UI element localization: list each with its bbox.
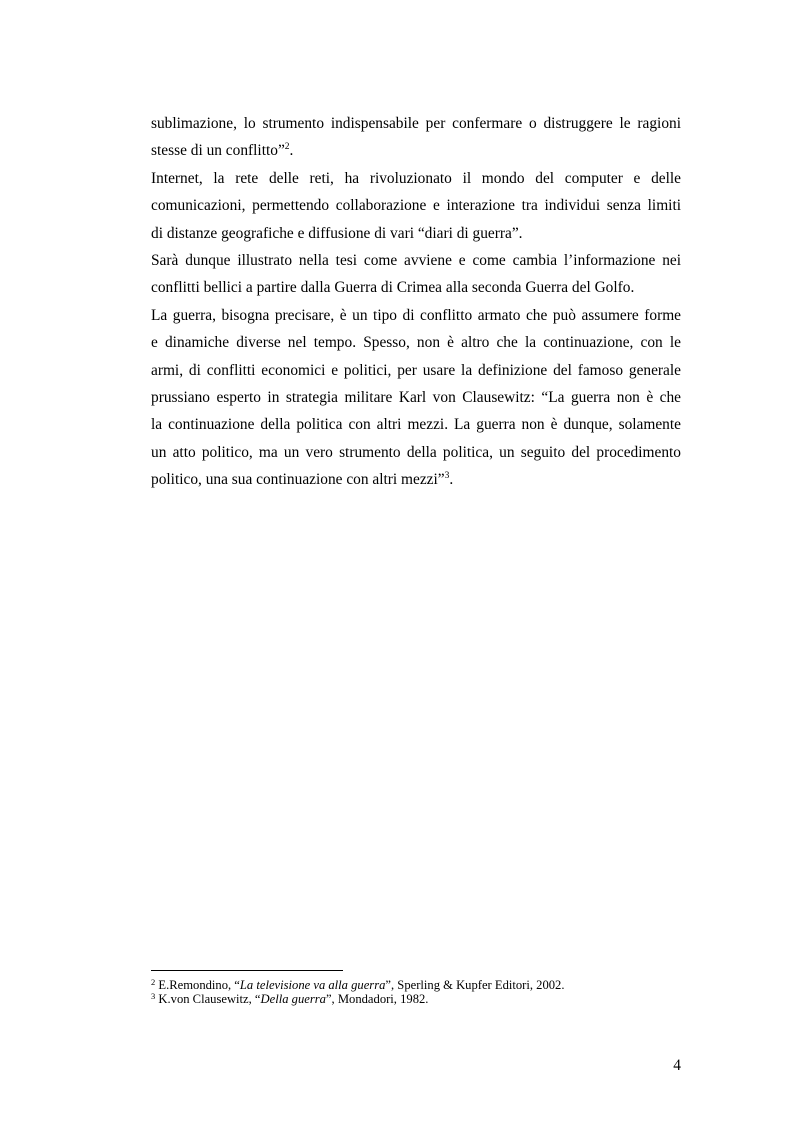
paragraph-4-line-7	[151, 466, 681, 493]
paragraph-4-end: .	[449, 471, 454, 489]
footnote-ref-2[interactable]: 2	[284, 142, 290, 153]
footnote-text: E.Remondino, “	[155, 978, 240, 992]
footnote-number: 3	[151, 991, 156, 1001]
paragraph-2-line-2: comunicazioni, permettendo collaborazione e interazione tra individui senza limiti	[151, 197, 681, 215]
footnote-3	[151, 992, 681, 1006]
paragraph-3-line-2: conflitti bellici a partire dalla Guerra di Crimea alla seconda Guerra del Golfo.	[151, 279, 635, 297]
paragraph-4-line-3: armi, di conflitti economici e politici, per usare la definizione del famoso generale	[151, 361, 681, 379]
body-text	[151, 110, 681, 494]
paragraph-2-line-3: di distanze geografiche e diffusione di vari “diari di guerra”.	[151, 224, 523, 242]
paragraph-1-line-1: sublimazione, lo strumento indispensabile per confermare o distruggere le ragioni	[151, 115, 681, 132]
footnote-text: ”, Mondadori, 1982.	[325, 992, 429, 1006]
paragraph-3-line-1: Sarà dunque illustrato nella tesi come avviene e come cambia l’informazione nei	[151, 252, 681, 270]
paragraph-4-line-6: un atto politico, ma un vero strumento della politica, un seguito del procedimento	[151, 443, 681, 461]
paragraph-4-line-5: la continuazione della politica con altri mezzi. La guerra non è dunque, solamente	[151, 416, 681, 434]
paragraph-1-line-2	[151, 137, 681, 164]
paragraph-4-text: politico, una sua continuazione con altri mezzi”	[151, 471, 445, 489]
footnote-2	[151, 978, 681, 992]
page-number: 4	[673, 1057, 681, 1074]
footnotes	[151, 978, 681, 1006]
footnote-divider	[151, 970, 343, 971]
footnote-text: K.von Clausewitz, “	[155, 992, 261, 1006]
paragraph-1-end: .	[289, 142, 294, 160]
paragraph-1-text: stesse di un conflitto”	[151, 142, 285, 160]
footnote-title: La televisione va alla guerra	[239, 978, 386, 992]
footnote-number: 2	[151, 977, 156, 987]
paragraph-4-line-4: prussiano esperto in strategia militare Karl von Clausewitz: “La guerra non è che	[151, 389, 681, 407]
footnote-title: Della guerra	[260, 992, 326, 1006]
paragraph-2-line-1: Internet, la rete delle reti, ha rivoluzionato il mondo del computer e delle	[151, 169, 681, 187]
footnote-text: ”, Sperling & Kupfer Editori, 2002.	[385, 978, 565, 992]
paragraph-4-line-2: e dinamiche diverse nel tempo. Spesso, non è altro che la continuazione, con le	[151, 334, 681, 352]
paragraph-4-line-1: La guerra, bisogna precisare, è un tipo di conflitto armato che può assumere forme	[151, 306, 681, 324]
footnote-ref-3[interactable]: 3	[444, 471, 450, 482]
